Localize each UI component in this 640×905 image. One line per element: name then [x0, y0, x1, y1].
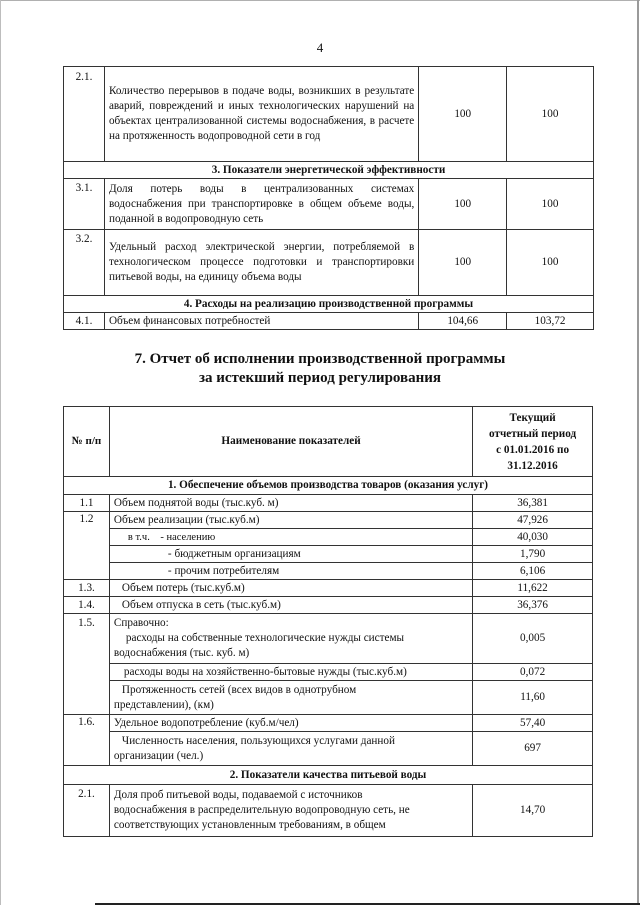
row-text [109, 732, 472, 766]
row-text: Удельное водопотребление (куб.м/чел) [109, 715, 472, 732]
table-row [64, 546, 593, 563]
row-line: водоснабжения в распределительную водопроводную сеть, не [113, 804, 410, 816]
table-row [64, 495, 593, 512]
table-row [64, 563, 593, 580]
row-text: Доля потерь воды в централизованных системах водоснабжения при транспортировке в общем объеме воды, поданной в водопроводную сеть [104, 179, 418, 230]
row-text: - бюджетным организациям [109, 546, 472, 563]
row-value-1: 100 [419, 67, 507, 162]
section-row [64, 766, 593, 785]
row-label: - населению [160, 531, 216, 543]
table-row [64, 664, 593, 681]
row-text: Удельный расход электрической энергии, потребляемой в технологическом процессе подготовки и транспортировки питьевой воды, на единицу объема воды [104, 230, 418, 296]
row-value-1: 100 [419, 179, 507, 230]
scan-edge-right [637, 0, 639, 905]
row-line: водоснабжения (тыс. куб. м) [113, 647, 250, 659]
table-row [64, 230, 594, 296]
header-row [64, 407, 593, 477]
row-value: 0,072 [473, 664, 593, 681]
row-text [109, 681, 472, 715]
row-index: 2.1. [64, 785, 110, 837]
section-heading: 3. Показатели энергетической эффективности [64, 162, 594, 179]
row-text [109, 785, 472, 837]
section-row [64, 296, 594, 313]
section-row [64, 162, 594, 179]
row-text: Объем поднятой воды (тыс.куб. м) [109, 495, 472, 512]
title-line-1: 7. Отчет об исполнении производственной программы [134, 351, 506, 367]
row-value: 697 [473, 732, 593, 766]
row-line: расходы на собственные технологические нужды системы [125, 632, 405, 644]
row-text: Объем отпуска в сеть (тыс.куб.м) [109, 597, 472, 614]
table-row [64, 580, 593, 597]
indicators-table [63, 66, 594, 330]
header-period-line: Текущий [509, 411, 556, 424]
table-row [64, 614, 593, 664]
row-prefix: в т.ч. [127, 531, 150, 543]
row-text: Объем финансовых потребностей [104, 313, 418, 330]
report-table [63, 406, 593, 837]
row-value: 11,60 [473, 681, 593, 715]
row-line: организации (чел.) [113, 749, 204, 762]
section-heading: 1. Обеспечение объемов производства товаров (оказания услуг) [64, 477, 593, 495]
section-heading: 2. Показатели качества питьевой воды [64, 766, 593, 785]
section-7-title [0, 350, 640, 388]
row-value: 36,381 [473, 495, 593, 512]
table-row [64, 597, 593, 614]
row-index: 1.5. [64, 614, 110, 715]
row-value: 0,005 [473, 614, 593, 664]
section-row [64, 477, 593, 495]
table-row [64, 313, 594, 330]
section-heading: 4. Расходы на реализацию производственной программы [64, 296, 594, 313]
table-row [64, 681, 593, 715]
row-index: 1.1 [64, 495, 110, 512]
table-row [64, 529, 593, 546]
row-value: 57,40 [473, 715, 593, 732]
row-index: 1.3. [64, 580, 110, 597]
row-text: Объем реализации (тыс.куб.м) [109, 512, 472, 529]
row-value: 47,926 [473, 512, 593, 529]
row-value-1: 104,66 [419, 313, 507, 330]
row-value: 11,622 [473, 580, 593, 597]
header-num: № п/п [64, 407, 110, 477]
row-line: Протяженность сетей (всех видов в однотрубном [121, 683, 357, 696]
row-index: 3.2. [64, 230, 105, 296]
table-row [64, 785, 593, 837]
row-text [109, 614, 472, 664]
row-label: Справочно: [113, 617, 169, 629]
table-row [64, 732, 593, 766]
row-text: Объем потерь (тыс.куб.м) [109, 580, 472, 597]
row-line: представлении), (км) [113, 698, 214, 711]
header-period-line: 31.12.2016 [507, 459, 558, 472]
row-value-2: 100 [507, 230, 594, 296]
title-line-2: за истекший период регулирования [198, 370, 442, 386]
header-period-line: с 01.01.2016 по [496, 443, 570, 456]
table-row [64, 512, 593, 529]
header-period-line: отчетный период [489, 427, 577, 440]
row-line: Численность населения, пользующихся услугами данной [121, 734, 395, 747]
table-row [64, 67, 594, 162]
scan-edge-top [0, 0, 640, 1]
table-row [64, 179, 594, 230]
row-value-1: 100 [419, 230, 507, 296]
row-line: соответствующих установленным требованиям, в общем [113, 819, 386, 831]
row-value: 1,790 [473, 546, 593, 563]
row-index: 1.4. [64, 597, 110, 614]
row-text [109, 529, 472, 546]
row-index: 4.1. [64, 313, 105, 330]
page-number: 4 [316, 40, 324, 55]
row-index: 1.2 [64, 512, 110, 580]
row-index: 1.6. [64, 715, 110, 766]
scan-edge-left [0, 0, 1, 905]
row-value-2: 100 [507, 67, 594, 162]
row-line: Доля проб питьевой воды, подаваемой с источников [113, 789, 363, 801]
row-value: 40,030 [473, 529, 593, 546]
row-value-2: 103,72 [507, 313, 594, 330]
header-name: Наименование показателей [109, 407, 472, 477]
header-period [473, 407, 593, 477]
row-value: 14,70 [473, 785, 593, 837]
row-index: 3.1. [64, 179, 105, 230]
row-value-2: 100 [507, 179, 594, 230]
row-text: - прочим потребителям [109, 563, 472, 580]
row-value: 36,376 [473, 597, 593, 614]
row-value: 6,106 [473, 563, 593, 580]
row-text: Количество перерывов в подаче воды, возникших в результате аварий, повреждений и иных технологических нарушений на объектах централизованной системы водоснабжения, в расчете на протяженность водопроводной сети в год [104, 67, 418, 162]
row-text: расходы воды на хозяйственно-бытовые нужды (тыс.куб.м) [109, 664, 472, 681]
table-row [64, 715, 593, 732]
row-index: 2.1. [64, 67, 105, 162]
